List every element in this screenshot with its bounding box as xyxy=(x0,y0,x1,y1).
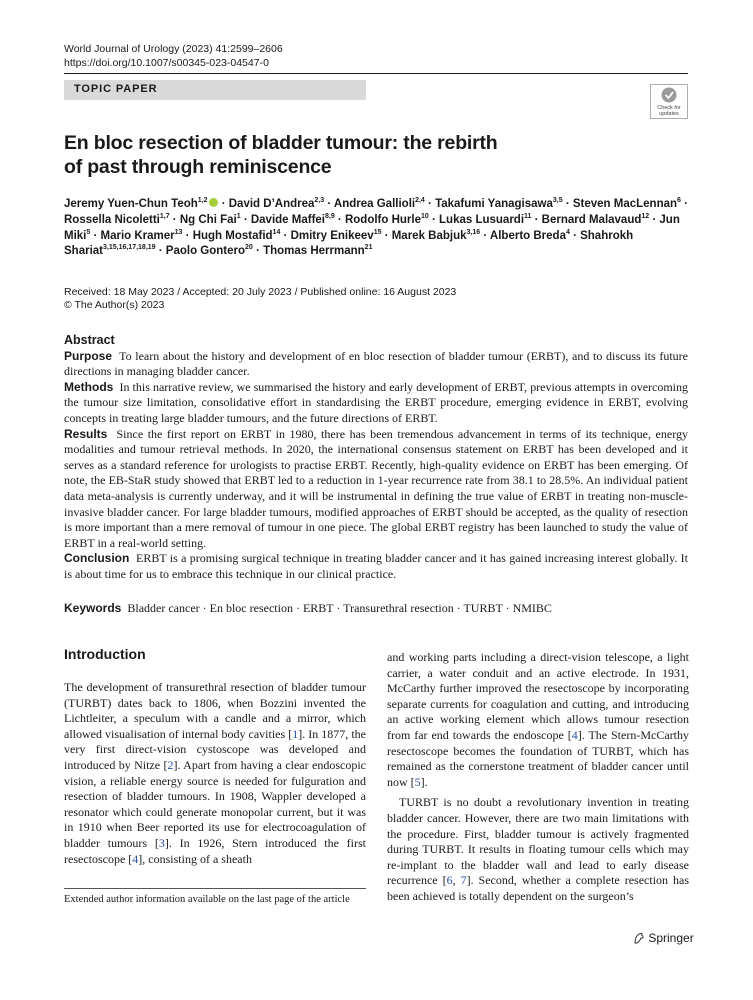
doi-link[interactable]: https://doi.org/10.1007/s00345-023-04547-0 xyxy=(64,57,269,69)
citation-link[interactable]: 6 xyxy=(446,873,453,888)
text-run: ]. In 1926, Stern introduced the first resectoscope [ xyxy=(64,835,366,866)
author-name[interactable] xyxy=(392,230,480,242)
author-affiliation: 3,5 xyxy=(552,197,563,205)
text-run: ]. The Stern-McCarthy resectoscope becomes the foundation of TURBT, which has remained as the cornerstone treatment of bladder cancer until now [ xyxy=(387,727,689,789)
text-run: ], consisting of a sheath xyxy=(138,851,252,866)
body-column-left xyxy=(64,680,366,867)
purpose-text: To learn about the history and development of en bloc resection of bladder tumour (ERBT), and to discuss its future directions in managing bladder cancer. xyxy=(64,348,688,379)
author-name[interactable] xyxy=(435,198,563,210)
author-name-text: Alberto Breda xyxy=(489,229,566,242)
author-affiliation: 15 xyxy=(373,228,382,236)
topic-label: TOPIC PAPER xyxy=(74,83,158,95)
abstract-purpose xyxy=(64,349,688,380)
author-name[interactable] xyxy=(291,230,382,242)
publication-dates xyxy=(64,286,456,312)
author-name-text: David D’Andrea xyxy=(228,198,315,210)
author-name-text: Bernard Malavaud xyxy=(541,213,642,226)
publisher-logo xyxy=(633,931,694,945)
badge-line1: Check for xyxy=(657,105,681,111)
author-affiliation: 2,4 xyxy=(415,197,425,205)
author-name[interactable] xyxy=(334,198,425,210)
text-run: ]. Apart from having a clear endoscopic vision, a reliable energy source is needed for fulguration and resection of bladder tumours. In 1908, Wappler developed a resonator which could generate monopolar current, but it was in 1910 when Beer reported its use for electrocoagulation of bladder tumours [ xyxy=(64,757,366,850)
copyright-line: © The Author(s) 2023 xyxy=(64,299,165,311)
author-name-text: Rossella Nicoletti xyxy=(64,213,160,226)
author-name[interactable] xyxy=(345,214,429,226)
author-affiliation: 3,16 xyxy=(466,228,481,236)
citation-link[interactable]: 2 xyxy=(167,757,174,772)
intro-paragraph-1 xyxy=(64,680,366,867)
methods-heading: Methods xyxy=(64,379,114,394)
author-name[interactable] xyxy=(573,198,681,210)
abstract-conclusion xyxy=(64,551,688,582)
author-affiliation: 6 xyxy=(677,197,681,205)
author-name[interactable] xyxy=(542,214,650,226)
citation-link[interactable]: 1 xyxy=(292,726,299,741)
author-affiliation: 11 xyxy=(524,212,532,220)
author-affiliation: 1,7 xyxy=(159,212,170,220)
abstract-heading: Abstract xyxy=(64,333,115,347)
author-affiliation: 21 xyxy=(364,244,373,252)
author-name-text: Jeremy Yuen-Chun Teoh xyxy=(64,198,198,210)
author-affiliation: 13 xyxy=(174,228,183,236)
conclusion-heading: Conclusion xyxy=(64,551,130,566)
author-name[interactable] xyxy=(439,214,531,226)
journal-header xyxy=(64,42,283,70)
author-affiliation: 20 xyxy=(245,244,253,252)
author-name-text: Ng Chi Fai xyxy=(179,213,237,226)
keywords-heading: Keywords xyxy=(64,601,122,615)
publisher-name: Springer xyxy=(648,931,694,945)
citation-link[interactable]: 4 xyxy=(571,727,578,742)
author-name-text: Dmitry Enikeev xyxy=(290,229,374,242)
author-name[interactable] xyxy=(263,245,372,257)
journal-citation: World Journal of Urology (2023) 41:2599–2606 xyxy=(64,43,283,55)
author-affiliation: 14 xyxy=(272,228,281,236)
author-affiliation: 10 xyxy=(421,212,429,220)
title-line2: of past through reminiscence xyxy=(64,156,332,178)
results-heading: Results xyxy=(64,426,108,441)
author-affiliation: 3,15,16,17,18,19 xyxy=(103,244,156,252)
author-name-text: Andrea Gallioli xyxy=(333,198,416,210)
header-rule xyxy=(64,73,688,74)
footnote: Extended author information available on the last page of the article xyxy=(64,894,350,905)
author-name-text: Rodolfo Hurle xyxy=(344,213,421,226)
footnote-rule xyxy=(64,888,366,889)
author-name[interactable] xyxy=(64,214,170,226)
results-text: Since the first report on ERBT in 1980, there has been tremendous advancement in terms of its technique, energy modalities and tumour retrieval methods. In 2020, the international consensus statement on ERBT has been developed and it serves as a standard reference for urologists to practise ERBT. Recently, high-quality evidence on ERBT has been emerging. Of note, the EB-StaR study showed that ERBT led to a reduction in 1-year recurrence rate from 38.1 to 28.5%. An individual patient data meta-analysis is currently underway, and it will be instrumental in defining the true value of ERBT in treating non-muscle-invasive bladder cancer. For large bladder tumours, modified approaches of ERBT should be accepted, as the quality of resection is more important than a mere removal of tumour in one piece. The global ERBT registry has been launched to study the value of ERBT in a real-world setting. xyxy=(64,426,688,550)
author-name[interactable] xyxy=(101,230,183,242)
author-name-text: Mario Kramer xyxy=(100,229,175,242)
author-name-text: Paolo Gontero xyxy=(165,245,246,258)
author-name-text: Lukas Lusuardi xyxy=(439,213,525,226)
body-column-right xyxy=(387,650,689,905)
text-run: and working parts including a direct-vision telescope, a light carrier, a water conduit and an active electrode. In 1931, McCarthy further improved the resectoscope by incorporating separate currents for coagulation and cutting, and introducing an active working element which allows tumour resection from far end towards the endoscope [ xyxy=(387,650,689,742)
author-name-text: Davide Maffei xyxy=(250,213,325,226)
author-name-text: Marek Babjuk xyxy=(391,229,467,242)
springer-horse-icon xyxy=(633,932,645,944)
author-name[interactable] xyxy=(64,198,208,210)
badge-line2: updates xyxy=(659,111,679,117)
author-affiliation: 1,2 xyxy=(197,197,208,205)
author-name[interactable] xyxy=(180,214,241,226)
methods-text: In this narrative review, we summarised the history and early development of ERBT, previous attempts in overcoming the tumour size limitation, consolidative effort in standardising the ERBT procedure, emerging evidence in ERBT, evolving concepts in treating large bladder tumours, and the future directions of ERBT. xyxy=(64,379,689,425)
citation-link[interactable]: 7 xyxy=(460,873,467,888)
keywords-text: Bladder cancer · En bloc resection · ERBT · Transurethral resection · TURBT · NMIBC xyxy=(127,601,552,615)
author-name[interactable] xyxy=(166,245,253,257)
check-for-updates-icon[interactable] xyxy=(650,84,688,119)
keywords xyxy=(64,601,688,616)
author-affiliation: 8,9 xyxy=(325,212,335,220)
purpose-heading: Purpose xyxy=(64,348,113,363)
text-run: , xyxy=(452,873,461,888)
author-name-text: Thomas Herrmann xyxy=(263,245,365,258)
author-affiliation: 2,3 xyxy=(314,197,325,205)
title-line1: En bloc resection of bladder tumour: the rebirth xyxy=(64,132,498,154)
orcid-icon[interactable] xyxy=(209,198,218,207)
text-run: The development of transurethral resection of bladder tumour (TURBT) dates back to 1806, when Bozzini invented the Lichtleiter, a speculum with a candle and a mirror, which allowed visualisation of internal body cavities [ xyxy=(64,680,366,741)
author-name-text: Shahrokh Shariat xyxy=(64,229,634,258)
text-run: ]. Second, whether a complete resection has been achieved is totally dependent on the surgeon’s xyxy=(387,873,689,903)
dates-line: Received: 18 May 2023 / Accepted: 20 July 2023 / Published online: 16 August 2023 xyxy=(64,286,457,298)
author-name[interactable] xyxy=(251,214,335,226)
author-name-text: Steven MacLennan xyxy=(572,198,678,210)
author-affiliation: 5 xyxy=(86,228,91,236)
author-name-text: Takafumi Yanagisawa xyxy=(435,198,553,210)
author-list: Jeremy Yuen-Chun Teoh$^{1,2}$ · David D’Andrea$^{2,3}$ · Andrea Gallioli$^{2,4}$ · Takafumi Yanagisawa$^{3,5}$ · Steven MacLennan$^6$ · Rossella Nicoletti$^{1,7}$ · Ng Chi Fai$^1$ · Davide Maffei$^{8,9}$ · Rodolfo Hurle$^{10}$ · Lukas Lusuardi$^{11}$ · Bernard Malavaud$^{12}$ · Jun Miki$^5$ · Mario Kramer$^{13}$ · Hugh Mostafid$^{14}$ · Dmitry Enikeev$^{15}$ · Marek Babjuk$^{3,16}$ · Alberto Breda$^4$ · Shahrokh Shariat$^{3,15,16,17,18,19}$ · Paolo Gontero$^{20}$ · Thomas Herrmann$^{21}$ xyxy=(64,197,688,258)
author-affiliation: 12 xyxy=(641,212,650,220)
citation-link[interactable]: 3 xyxy=(158,835,165,850)
author-name[interactable] xyxy=(193,230,281,242)
abstract-results xyxy=(64,427,688,552)
text-run: ]. xyxy=(420,774,428,789)
author-name[interactable] xyxy=(490,230,570,242)
citation-link[interactable]: 4 xyxy=(132,851,139,866)
abstract-methods xyxy=(64,380,688,427)
article-title xyxy=(64,131,564,179)
intro-paragraph-2 xyxy=(387,795,689,904)
conclusion-text: ERBT is a promising surgical technique in treating bladder cancer and it has gained increasing interest globally. It is about time for us to embrace this technique in our clinical practice. xyxy=(64,551,689,581)
author-name[interactable] xyxy=(229,198,324,210)
intro-paragraph-1-cont xyxy=(387,650,689,790)
author-affiliation: 1 xyxy=(236,212,241,220)
author-name-text: Hugh Mostafid xyxy=(192,229,273,242)
abstract xyxy=(64,333,688,583)
citation-link[interactable]: 5 xyxy=(414,774,421,789)
section-heading-introduction: Introduction xyxy=(64,646,146,662)
author-name-text: Jun Miki xyxy=(64,213,680,242)
text-run: TURBT is no doubt a revolutionary invention in treating bladder cancer. However, there are two main limitations with the procedure. First, bladder tumour is actively fragmented during TURBT. It results in floating tumour cells which may re-implant to the bladder wall and lead to early disease recurrence [ xyxy=(387,795,689,888)
text-run: ]. In 1877, the very first direct-vision cystoscope was developed and introduced by Nitze [ xyxy=(64,726,366,772)
author-affiliation: 4 xyxy=(565,228,570,236)
